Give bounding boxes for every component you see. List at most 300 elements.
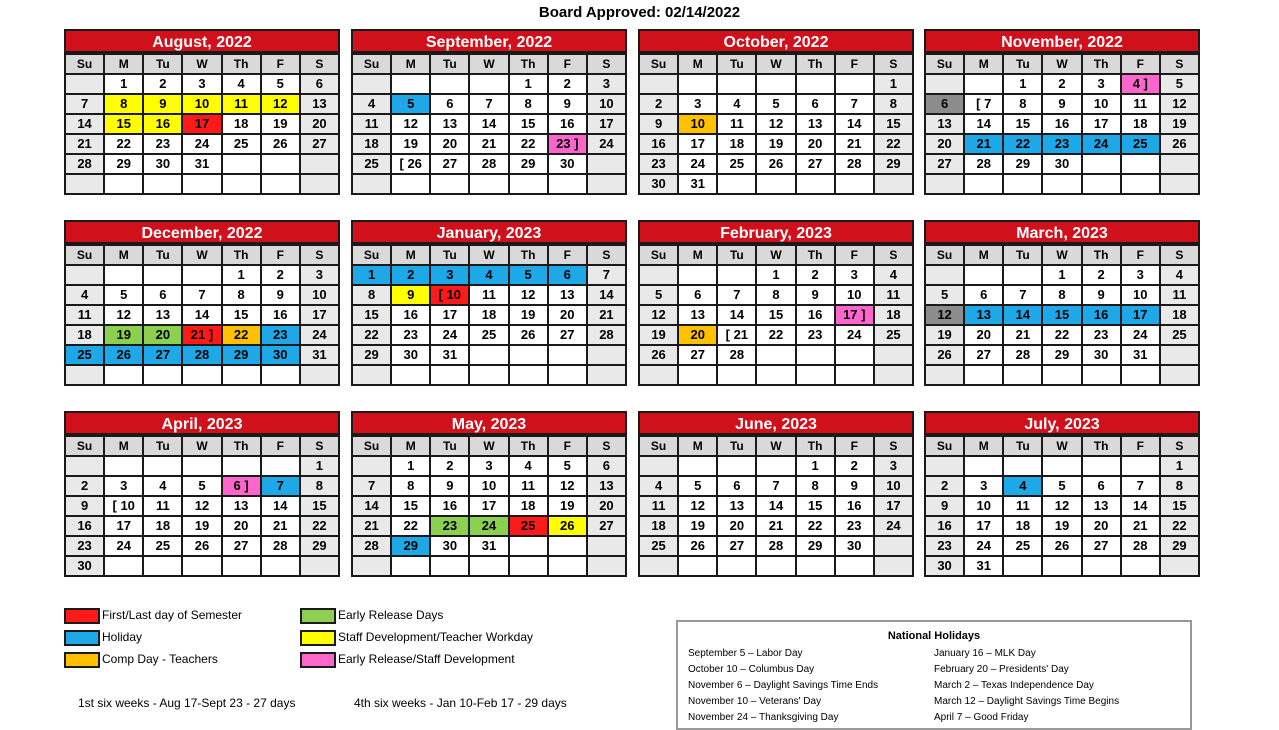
- day-cell: 27: [925, 154, 964, 174]
- day-cell: 16: [1042, 114, 1081, 134]
- week-row: [925, 556, 1199, 576]
- month-days-table: [351, 53, 627, 195]
- week-row: [65, 496, 339, 516]
- day-cell: 9: [796, 285, 835, 305]
- day-cell: 12: [391, 114, 430, 134]
- day-cell: 3: [1082, 74, 1121, 94]
- day-cell: 25: [639, 536, 678, 556]
- day-cell: [639, 456, 678, 476]
- legend-label: Holiday: [102, 630, 143, 644]
- weekday-header: W: [469, 245, 508, 265]
- week-row: [65, 476, 339, 496]
- day-cell: 30: [639, 174, 678, 194]
- day-cell: [874, 174, 913, 194]
- day-cell: 13: [548, 285, 587, 305]
- day-cell: [756, 365, 795, 385]
- day-cell: [300, 154, 339, 174]
- holiday-item: March 2 – Texas Independence Day: [934, 680, 1094, 691]
- week-row: [639, 285, 913, 305]
- day-cell: 3: [300, 265, 339, 285]
- day-cell: [430, 556, 469, 576]
- weekday-header-row: [925, 245, 1199, 265]
- weekday-header: F: [261, 54, 300, 74]
- legend-item-early-release-staff: [300, 650, 515, 668]
- day-cell: 21: [835, 134, 874, 154]
- holiday-item: March 12 – Daylight Savings Time Begins: [934, 696, 1120, 707]
- day-cell: 9: [639, 114, 678, 134]
- day-cell: 2: [796, 265, 835, 285]
- day-cell: [796, 74, 835, 94]
- day-cell: 8: [509, 94, 548, 114]
- day-cell: 6: [143, 285, 182, 305]
- day-cell: 20: [717, 516, 756, 536]
- week-row: [352, 516, 626, 536]
- day-cell: 28: [261, 536, 300, 556]
- day-cell: 7: [352, 476, 391, 496]
- day-cell: 9: [835, 476, 874, 496]
- day-cell: [352, 365, 391, 385]
- weekday-header: W: [1042, 436, 1081, 456]
- day-cell: 10: [1082, 94, 1121, 114]
- day-cell: [1121, 174, 1160, 194]
- day-cell: 5: [548, 456, 587, 476]
- month-title: July, 2023: [924, 411, 1200, 435]
- day-cell: 17: [678, 134, 717, 154]
- legend-swatch-green: [300, 608, 336, 624]
- day-cell: 4: [717, 94, 756, 114]
- day-cell: [548, 174, 587, 194]
- day-cell: 5: [1160, 74, 1199, 94]
- day-cell: [1160, 345, 1199, 365]
- day-cell: [796, 556, 835, 576]
- day-cell: [65, 74, 104, 94]
- day-cell: [678, 74, 717, 94]
- day-cell: [717, 265, 756, 285]
- weekday-header: Th: [509, 245, 548, 265]
- weekday-header: M: [964, 245, 1003, 265]
- day-cell: 10: [964, 496, 1003, 516]
- day-cell: 8: [1160, 476, 1199, 496]
- week-row: [352, 174, 626, 194]
- weekday-header: Su: [65, 436, 104, 456]
- day-cell: 26: [548, 516, 587, 536]
- legend-item-comp-day: [64, 650, 218, 668]
- day-cell: 2: [391, 265, 430, 285]
- day-cell: 18: [1121, 114, 1160, 134]
- day-cell: 9: [430, 476, 469, 496]
- day-cell: 13: [925, 114, 964, 134]
- day-cell: [756, 456, 795, 476]
- weekday-header: M: [678, 54, 717, 74]
- day-cell: 5: [1042, 476, 1081, 496]
- day-cell: 22: [104, 134, 143, 154]
- day-cell: 30: [1082, 345, 1121, 365]
- day-cell: 9: [1042, 94, 1081, 114]
- day-cell: [964, 456, 1003, 476]
- day-cell: 28: [469, 154, 508, 174]
- day-cell: 12: [261, 94, 300, 114]
- day-cell: [469, 556, 508, 576]
- weekday-header: Th: [222, 436, 261, 456]
- day-cell: 24: [835, 325, 874, 345]
- day-cell: [261, 174, 300, 194]
- day-cell: [874, 536, 913, 556]
- day-cell: 20: [678, 325, 717, 345]
- week-row: [65, 305, 339, 325]
- day-cell: 16: [391, 305, 430, 325]
- day-cell: 14: [756, 496, 795, 516]
- day-cell: 16: [835, 496, 874, 516]
- legend-label: Early Release Days: [338, 608, 444, 622]
- day-cell: [1003, 456, 1042, 476]
- day-cell: 5: [391, 94, 430, 114]
- week-row: [925, 496, 1199, 516]
- weekday-header: S: [874, 245, 913, 265]
- day-cell: 30: [430, 536, 469, 556]
- day-cell: 24: [964, 536, 1003, 556]
- weekday-header: Su: [65, 54, 104, 74]
- weekday-header: Su: [925, 436, 964, 456]
- day-cell: 3: [430, 265, 469, 285]
- day-cell: [300, 174, 339, 194]
- day-cell: 2: [261, 265, 300, 285]
- day-cell: 8: [756, 285, 795, 305]
- day-cell: [143, 556, 182, 576]
- weekday-header: M: [678, 245, 717, 265]
- day-cell: [1003, 265, 1042, 285]
- day-cell: 4: [1003, 476, 1042, 496]
- day-cell: 14: [1003, 305, 1042, 325]
- week-row: [352, 345, 626, 365]
- day-cell: 12: [509, 285, 548, 305]
- weekday-header: S: [587, 54, 626, 74]
- day-cell: [874, 365, 913, 385]
- day-cell: 2: [143, 74, 182, 94]
- day-cell: 5: [509, 265, 548, 285]
- weekday-header: W: [469, 436, 508, 456]
- day-cell: [182, 365, 221, 385]
- day-cell: 16: [430, 496, 469, 516]
- week-row: [65, 265, 339, 285]
- day-cell: [964, 174, 1003, 194]
- day-cell: 14: [65, 114, 104, 134]
- day-cell: 2: [1042, 74, 1081, 94]
- day-cell: 6: [925, 94, 964, 114]
- day-cell: 6: [587, 456, 626, 476]
- day-cell: 31: [300, 345, 339, 365]
- weekday-header: Tu: [717, 245, 756, 265]
- day-cell: [925, 456, 964, 476]
- day-cell: 3: [874, 456, 913, 476]
- weekday-header: F: [835, 245, 874, 265]
- day-cell: [222, 556, 261, 576]
- day-cell: 6: [678, 285, 717, 305]
- day-cell: 23: [835, 516, 874, 536]
- weekday-header: S: [1160, 245, 1199, 265]
- legend-swatch-red: [64, 608, 100, 624]
- day-cell: 10: [678, 114, 717, 134]
- day-cell: [1042, 365, 1081, 385]
- week-row: [925, 365, 1199, 385]
- day-cell: 4: [1160, 265, 1199, 285]
- day-cell: [717, 74, 756, 94]
- day-cell: 15: [391, 496, 430, 516]
- week-row: [352, 154, 626, 174]
- day-cell: [796, 365, 835, 385]
- legend-item-holiday: [64, 628, 142, 646]
- day-cell: 27: [964, 345, 1003, 365]
- day-cell: 22: [222, 325, 261, 345]
- day-cell: 20: [222, 516, 261, 536]
- day-cell: 4: [874, 265, 913, 285]
- day-cell: [143, 456, 182, 476]
- day-cell: [587, 536, 626, 556]
- day-cell: 15: [1003, 114, 1042, 134]
- day-cell: [352, 456, 391, 476]
- month-calendar: [64, 220, 340, 386]
- month-title: March, 2023: [924, 220, 1200, 244]
- day-cell: [835, 365, 874, 385]
- day-cell: 23: [261, 325, 300, 345]
- day-cell: [1082, 174, 1121, 194]
- day-cell: [639, 556, 678, 576]
- day-cell: 23 ]: [548, 134, 587, 154]
- day-cell: 12: [678, 496, 717, 516]
- weekday-header-row: [925, 436, 1199, 456]
- day-cell: 29: [222, 345, 261, 365]
- day-cell: 17: [182, 114, 221, 134]
- day-cell: [756, 345, 795, 365]
- week-row: [925, 516, 1199, 536]
- day-cell: 14: [182, 305, 221, 325]
- weekday-header: F: [261, 436, 300, 456]
- day-cell: 23: [796, 325, 835, 345]
- day-cell: 15: [756, 305, 795, 325]
- day-cell: [925, 174, 964, 194]
- week-row: [65, 325, 339, 345]
- day-cell: 29: [391, 536, 430, 556]
- day-cell: 6: [300, 74, 339, 94]
- day-cell: 1: [104, 74, 143, 94]
- day-cell: 12: [104, 305, 143, 325]
- day-cell: 29: [509, 154, 548, 174]
- day-cell: 6 ]: [222, 476, 261, 496]
- week-row: [352, 365, 626, 385]
- weekday-header: Th: [509, 54, 548, 74]
- legend-item-first-last: [64, 606, 242, 624]
- day-cell: [391, 556, 430, 576]
- day-cell: [639, 74, 678, 94]
- day-cell: 13: [430, 114, 469, 134]
- day-cell: [ 21: [717, 325, 756, 345]
- weekday-header: Tu: [143, 54, 182, 74]
- day-cell: [835, 174, 874, 194]
- day-cell: 7: [261, 476, 300, 496]
- weekday-header: S: [874, 436, 913, 456]
- weekday-header: Su: [352, 436, 391, 456]
- week-row: [925, 74, 1199, 94]
- day-cell: 25: [717, 154, 756, 174]
- day-cell: 22: [391, 516, 430, 536]
- day-cell: 31: [964, 556, 1003, 576]
- day-cell: 8: [222, 285, 261, 305]
- legend-item-staff-development: [300, 628, 533, 646]
- day-cell: 2: [835, 456, 874, 476]
- week-row: [639, 456, 913, 476]
- day-cell: 6: [796, 94, 835, 114]
- month-title: January, 2023: [351, 220, 627, 244]
- weekday-header: F: [548, 54, 587, 74]
- week-row: [65, 345, 339, 365]
- day-cell: 11: [639, 496, 678, 516]
- holiday-item: April 7 – Good Friday: [934, 712, 1029, 723]
- day-cell: 21: [756, 516, 795, 536]
- day-cell: 8: [1042, 285, 1081, 305]
- day-cell: 1: [509, 74, 548, 94]
- weekday-header: F: [548, 436, 587, 456]
- weekday-header: S: [300, 245, 339, 265]
- day-cell: 15: [1042, 305, 1081, 325]
- weekday-header: W: [1042, 54, 1081, 74]
- weekday-header-row: [639, 436, 913, 456]
- day-cell: [65, 365, 104, 385]
- week-row: [639, 556, 913, 576]
- day-cell: 18: [469, 305, 508, 325]
- day-cell: 4: [352, 94, 391, 114]
- weekday-header: S: [874, 54, 913, 74]
- day-cell: 5: [678, 476, 717, 496]
- day-cell: 2: [639, 94, 678, 114]
- day-cell: 10: [469, 476, 508, 496]
- day-cell: 31: [430, 345, 469, 365]
- weekday-header: Su: [639, 54, 678, 74]
- day-cell: 15: [300, 496, 339, 516]
- weekday-header: Su: [925, 54, 964, 74]
- day-cell: 29: [796, 536, 835, 556]
- weekday-header: Th: [222, 54, 261, 74]
- weekday-header: Th: [1082, 245, 1121, 265]
- day-cell: 23: [1042, 134, 1081, 154]
- legend-label: Early Release/Staff Development: [338, 652, 515, 666]
- day-cell: 21 ]: [182, 325, 221, 345]
- day-cell: 11: [469, 285, 508, 305]
- day-cell: 18: [639, 516, 678, 536]
- week-row: [65, 536, 339, 556]
- day-cell: 26: [639, 345, 678, 365]
- week-row: [65, 516, 339, 536]
- day-cell: 5: [261, 74, 300, 94]
- weekday-header-row: [352, 245, 626, 265]
- month-calendar: [924, 29, 1200, 195]
- day-cell: 10: [835, 285, 874, 305]
- day-cell: 22: [756, 325, 795, 345]
- day-cell: 16: [796, 305, 835, 325]
- day-cell: 2: [65, 476, 104, 496]
- day-cell: 4: [469, 265, 508, 285]
- day-cell: [587, 345, 626, 365]
- week-row: [352, 134, 626, 154]
- day-cell: 1: [1003, 74, 1042, 94]
- day-cell: 3: [104, 476, 143, 496]
- day-cell: [548, 345, 587, 365]
- weekday-header: M: [391, 245, 430, 265]
- week-row: [925, 536, 1199, 556]
- month-calendar: [638, 220, 914, 386]
- day-cell: [835, 345, 874, 365]
- day-cell: 7: [182, 285, 221, 305]
- weekday-header-row: [639, 245, 913, 265]
- day-cell: 18: [874, 305, 913, 325]
- day-cell: [717, 174, 756, 194]
- weekday-header: W: [756, 245, 795, 265]
- day-cell: [874, 556, 913, 576]
- weekday-header-row: [639, 54, 913, 74]
- week-row: [65, 94, 339, 114]
- day-cell: [964, 265, 1003, 285]
- day-cell: 28: [1121, 536, 1160, 556]
- day-cell: [756, 174, 795, 194]
- week-row: [639, 496, 913, 516]
- day-cell: 27: [587, 516, 626, 536]
- day-cell: [1003, 174, 1042, 194]
- day-cell: 22: [1042, 325, 1081, 345]
- month-days-table: [351, 435, 627, 577]
- day-cell: [ 26: [391, 154, 430, 174]
- day-cell: 24: [587, 134, 626, 154]
- day-cell: [182, 265, 221, 285]
- day-cell: [1003, 556, 1042, 576]
- day-cell: 30: [925, 556, 964, 576]
- month-calendar: [64, 29, 340, 195]
- week-row: [352, 285, 626, 305]
- weekday-header: W: [756, 436, 795, 456]
- day-cell: 26: [509, 325, 548, 345]
- day-cell: 11: [143, 496, 182, 516]
- week-row: [352, 114, 626, 134]
- day-cell: 5: [639, 285, 678, 305]
- day-cell: [469, 174, 508, 194]
- legend: [64, 606, 624, 676]
- day-cell: 19: [1042, 516, 1081, 536]
- day-cell: [352, 174, 391, 194]
- week-row: [639, 265, 913, 285]
- week-row: [352, 536, 626, 556]
- day-cell: 12: [1160, 94, 1199, 114]
- day-cell: 11: [1160, 285, 1199, 305]
- day-cell: [587, 556, 626, 576]
- day-cell: 6: [548, 265, 587, 285]
- six-weeks-fourth: 4th six weeks - Jan 10-Feb 17 - 29 days: [354, 696, 567, 710]
- day-cell: 21: [352, 516, 391, 536]
- day-cell: [796, 174, 835, 194]
- day-cell: 23: [1082, 325, 1121, 345]
- day-cell: 30: [261, 345, 300, 365]
- day-cell: 8: [104, 94, 143, 114]
- day-cell: 11: [352, 114, 391, 134]
- day-cell: 14: [587, 285, 626, 305]
- day-cell: 25: [143, 536, 182, 556]
- day-cell: [430, 365, 469, 385]
- day-cell: 26: [182, 536, 221, 556]
- day-cell: 1: [391, 456, 430, 476]
- day-cell: [835, 74, 874, 94]
- week-row: [65, 365, 339, 385]
- day-cell: 9: [143, 94, 182, 114]
- day-cell: [469, 365, 508, 385]
- day-cell: 19: [678, 516, 717, 536]
- day-cell: 5: [104, 285, 143, 305]
- day-cell: 14: [1121, 496, 1160, 516]
